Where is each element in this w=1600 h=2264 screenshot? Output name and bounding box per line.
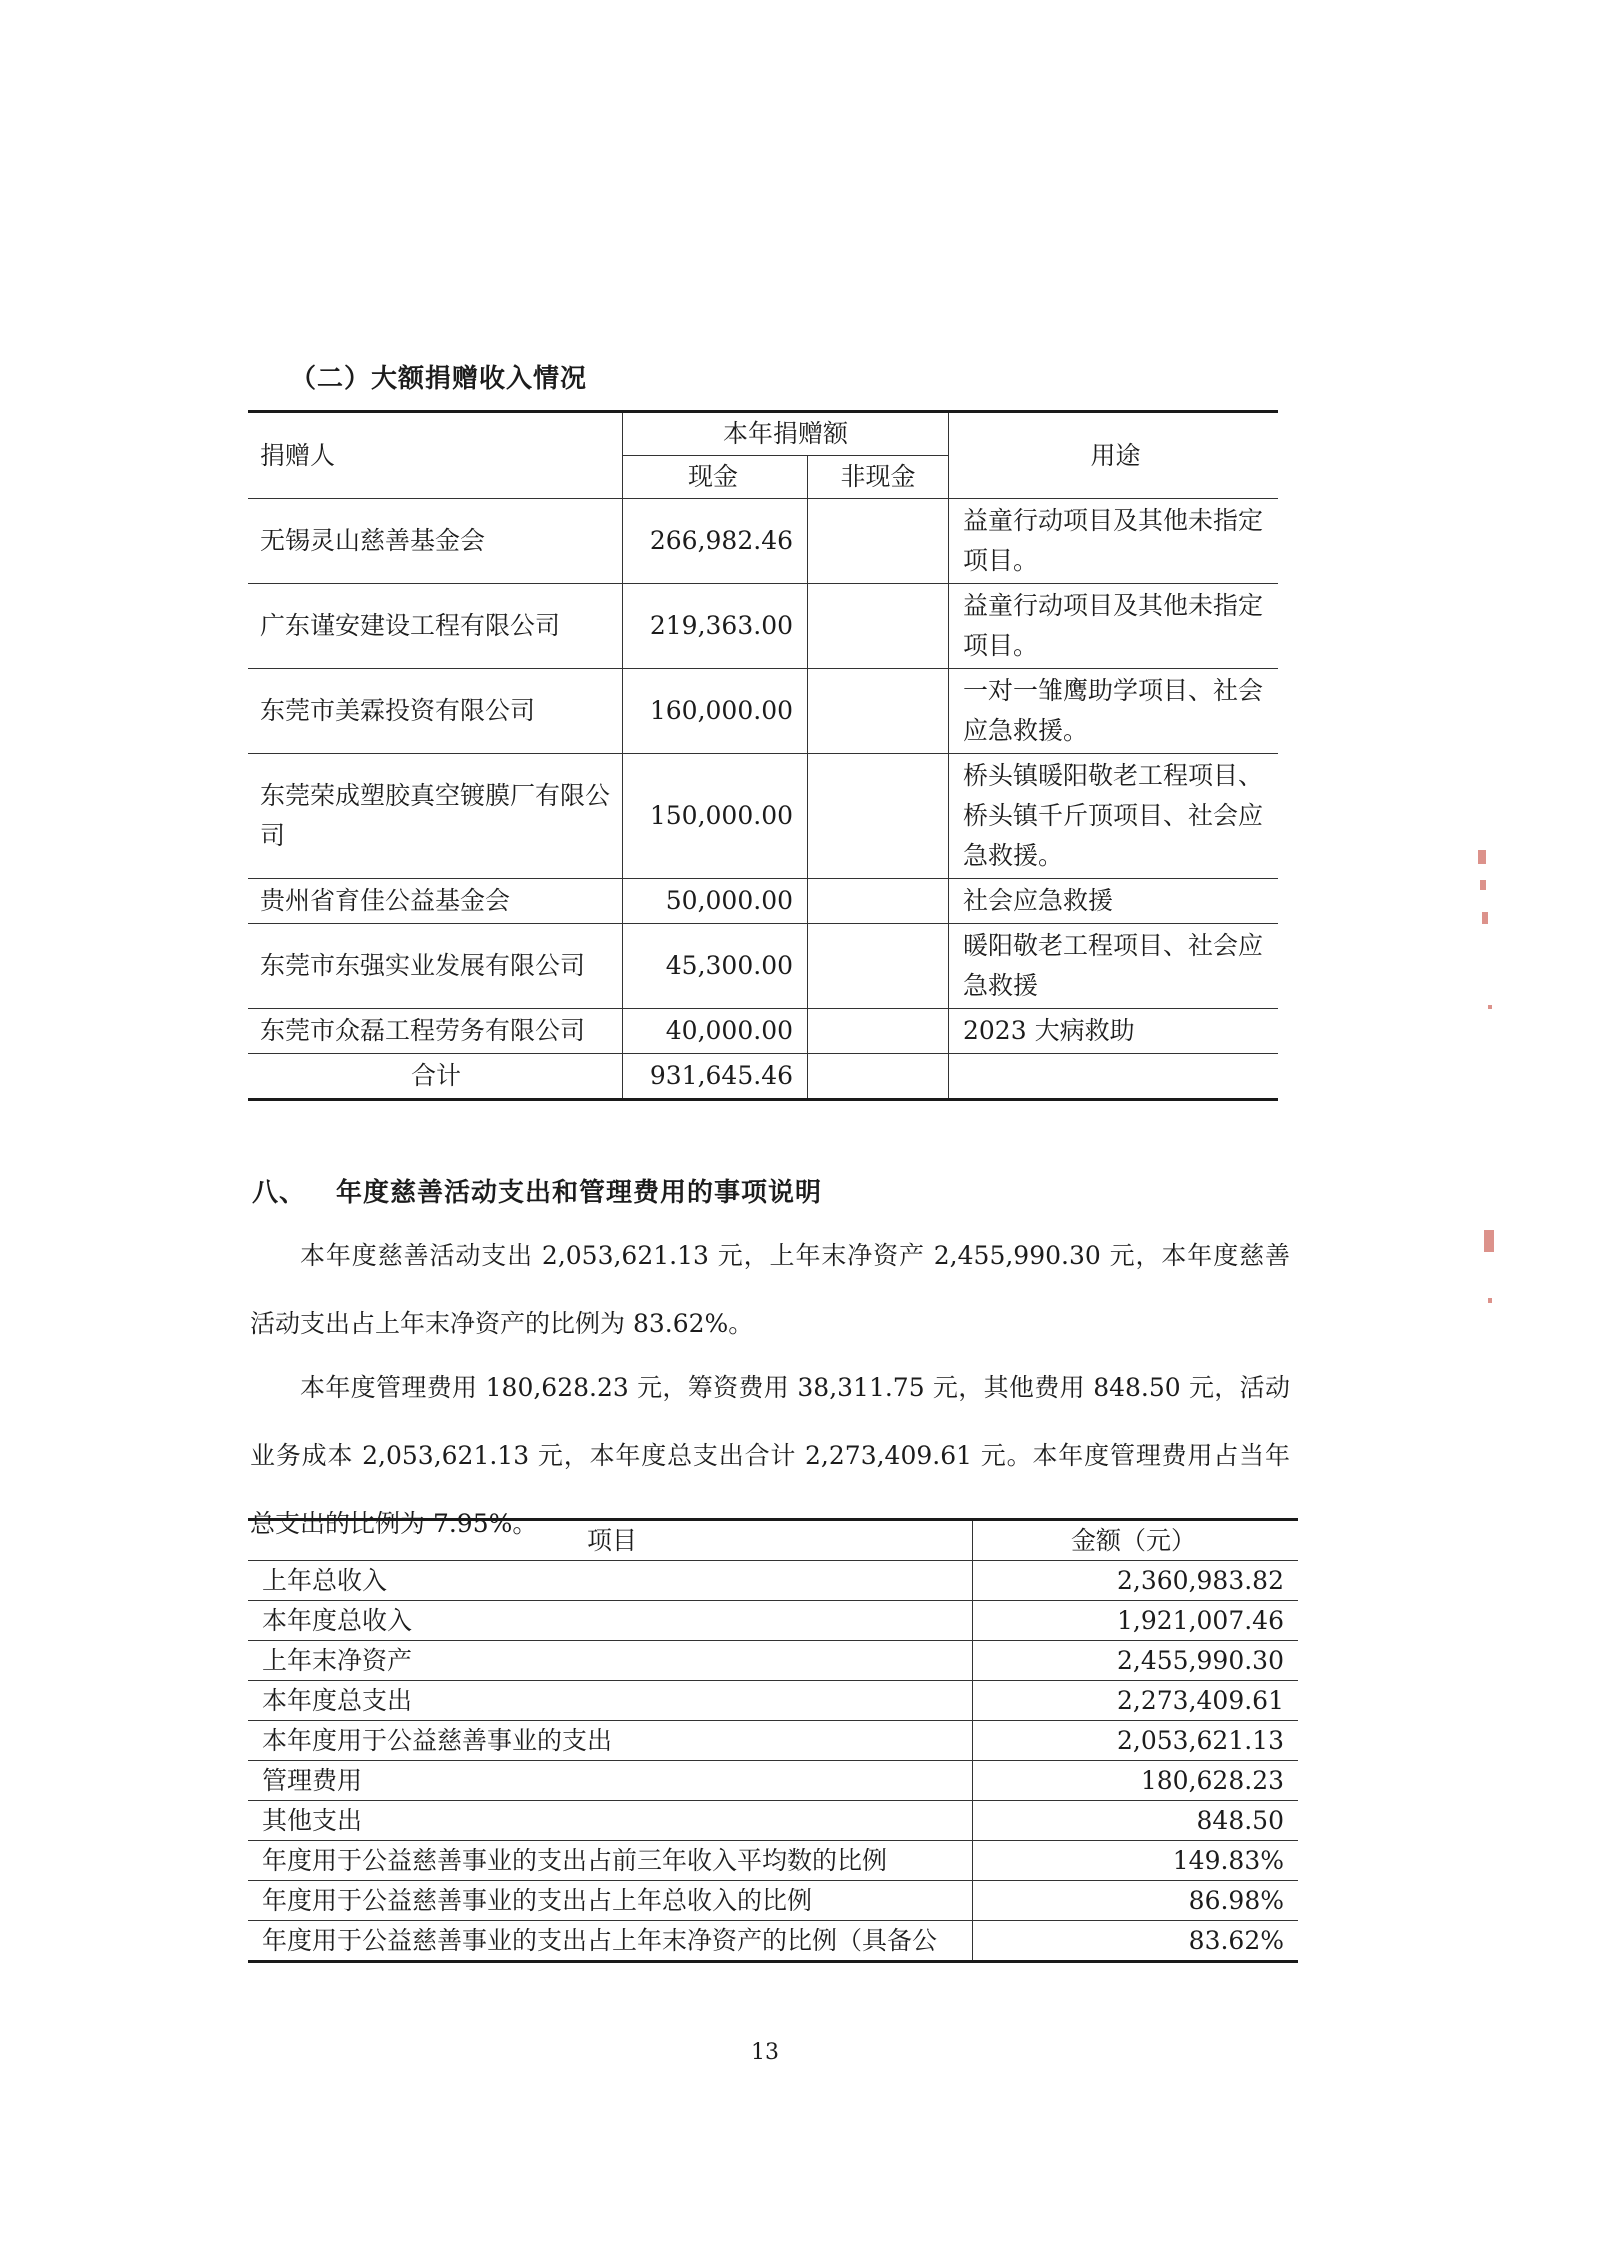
purpose-cell: 益童行动项目及其他未指定项目。	[949, 584, 1279, 669]
total-purpose	[949, 1054, 1279, 1100]
donor-cell: 贵州省育佳公益基金会	[248, 879, 623, 924]
amount-cell: 2,360,983.82	[973, 1561, 1299, 1601]
table-row	[248, 1601, 1298, 1641]
purpose-cell: 2023 大病救助	[949, 1009, 1279, 1054]
total-noncash	[808, 1054, 949, 1100]
donor-cell: 广东谨安建设工程有限公司	[248, 584, 623, 669]
amount-cell: 180,628.23	[973, 1761, 1299, 1801]
donor-cell: 东莞市众磊工程劳务有限公司	[248, 1009, 623, 1054]
noncash-cell	[808, 924, 949, 1009]
amount-cell: 2,273,409.61	[973, 1681, 1299, 1721]
table-row	[248, 1641, 1298, 1681]
noncash-cell	[808, 669, 949, 754]
section-number: 八、	[252, 1178, 307, 1208]
table-row	[248, 879, 1278, 924]
noncash-cell	[808, 499, 949, 584]
table-row	[248, 1841, 1298, 1881]
noncash-cell	[808, 584, 949, 669]
purpose-cell: 一对一雏鹰助学项目、社会应急救援。	[949, 669, 1279, 754]
header-cash: 现金	[623, 456, 808, 499]
cash-cell: 219,363.00	[623, 584, 808, 669]
cash-cell: 50,000.00	[623, 879, 808, 924]
amount-cell: 86.98%	[973, 1881, 1299, 1921]
total-cash: 931,645.46	[623, 1054, 808, 1100]
table-row	[248, 1681, 1298, 1721]
table-row	[248, 1761, 1298, 1801]
scan-mark	[1488, 1005, 1492, 1009]
header-purpose: 用途	[949, 412, 1279, 499]
cash-cell: 150,000.00	[623, 754, 808, 879]
scan-mark	[1488, 1298, 1492, 1303]
scan-mark	[1480, 880, 1486, 890]
expense-table	[248, 1518, 1298, 1963]
item-cell: 本年度用于公益慈善事业的支出	[248, 1721, 973, 1761]
table-row	[248, 924, 1278, 1009]
table-row	[248, 1881, 1298, 1921]
scan-mark	[1478, 850, 1486, 864]
noncash-cell	[808, 1009, 949, 1054]
item-cell: 年度用于公益慈善事业的支出占前三年收入平均数的比例	[248, 1841, 973, 1881]
header-amount-group: 本年捐赠额	[623, 412, 949, 456]
header-noncash: 非现金	[808, 456, 949, 499]
purpose-cell: 暖阳敬老工程项目、社会应急救援	[949, 924, 1279, 1009]
paragraph-charity-expense: 本年度慈善活动支出 2,053,621.13 元，上年末净资产 2,455,990.30 元，本年度慈善活动支出占上年末净资产的比例为 83.62%。	[250, 1241, 1290, 1338]
page-number: 13	[751, 2040, 779, 2065]
purpose-cell: 益童行动项目及其他未指定项目。	[949, 499, 1279, 584]
header-amount: 金额（元）	[973, 1520, 1299, 1561]
purpose-cell: 桥头镇暖阳敬老工程项目、桥头镇千斤顶项目、社会应急救援。	[949, 754, 1279, 879]
table-row	[248, 499, 1278, 584]
noncash-cell	[808, 879, 949, 924]
table-row	[248, 1801, 1298, 1841]
section-title: 年度慈善活动支出和管理费用的事项说明	[336, 1178, 823, 1208]
cash-cell: 266,982.46	[623, 499, 808, 584]
item-cell: 本年度总收入	[248, 1601, 973, 1641]
scan-mark	[1482, 912, 1488, 924]
donation-section-title: （二）大额捐赠收入情况	[290, 364, 588, 394]
item-cell: 其他支出	[248, 1801, 973, 1841]
amount-cell: 149.83%	[973, 1841, 1299, 1881]
item-cell: 上年末净资产	[248, 1641, 973, 1681]
purpose-cell: 社会应急救援	[949, 879, 1279, 924]
table-row	[248, 584, 1278, 669]
noncash-cell	[808, 754, 949, 879]
amount-cell: 2,053,621.13	[973, 1721, 1299, 1761]
item-cell: 本年度总支出	[248, 1681, 973, 1721]
table-row	[248, 1721, 1298, 1761]
amount-cell: 848.50	[973, 1801, 1299, 1841]
table-row	[248, 1561, 1298, 1601]
table-row	[248, 669, 1278, 754]
item-cell: 上年总收入	[248, 1561, 973, 1601]
total-row	[248, 1054, 1278, 1100]
paragraph-management-fee: 本年度管理费用 180,628.23 元，筹资费用 38,311.75 元，其他费用 848.50 元，活动业务成本 2,053,621.13 元，本年度总支出合计 2,273,409.61 元。本年度管理费用占当年总支出的比例为 7.95%。	[250, 1373, 1290, 1538]
cash-cell: 45,300.00	[623, 924, 808, 1009]
item-cell: 年度用于公益慈善事业的支出占上年末净资产的比例（具备公	[248, 1921, 973, 1962]
donation-table	[248, 410, 1278, 1101]
header-item: 项目	[248, 1520, 973, 1561]
header-donor: 捐赠人	[248, 412, 623, 499]
item-cell: 年度用于公益慈善事业的支出占上年总收入的比例	[248, 1881, 973, 1921]
amount-cell: 83.62%	[973, 1921, 1299, 1962]
expense-section-heading	[252, 1172, 822, 1209]
item-cell: 管理费用	[248, 1761, 973, 1801]
donor-cell: 东莞市美霖投资有限公司	[248, 669, 623, 754]
table-row	[248, 1009, 1278, 1054]
table-row	[248, 754, 1278, 879]
amount-cell: 2,455,990.30	[973, 1641, 1299, 1681]
donor-cell: 无锡灵山慈善基金会	[248, 499, 623, 584]
cash-cell: 160,000.00	[623, 669, 808, 754]
table-row	[248, 1921, 1298, 1962]
cash-cell: 40,000.00	[623, 1009, 808, 1054]
amount-cell: 1,921,007.46	[973, 1601, 1299, 1641]
donor-cell: 东莞荣成塑胶真空镀膜厂有限公司	[248, 754, 623, 879]
donor-cell: 东莞市东强实业发展有限公司	[248, 924, 623, 1009]
total-label: 合计	[248, 1054, 623, 1100]
scan-mark	[1484, 1230, 1494, 1252]
